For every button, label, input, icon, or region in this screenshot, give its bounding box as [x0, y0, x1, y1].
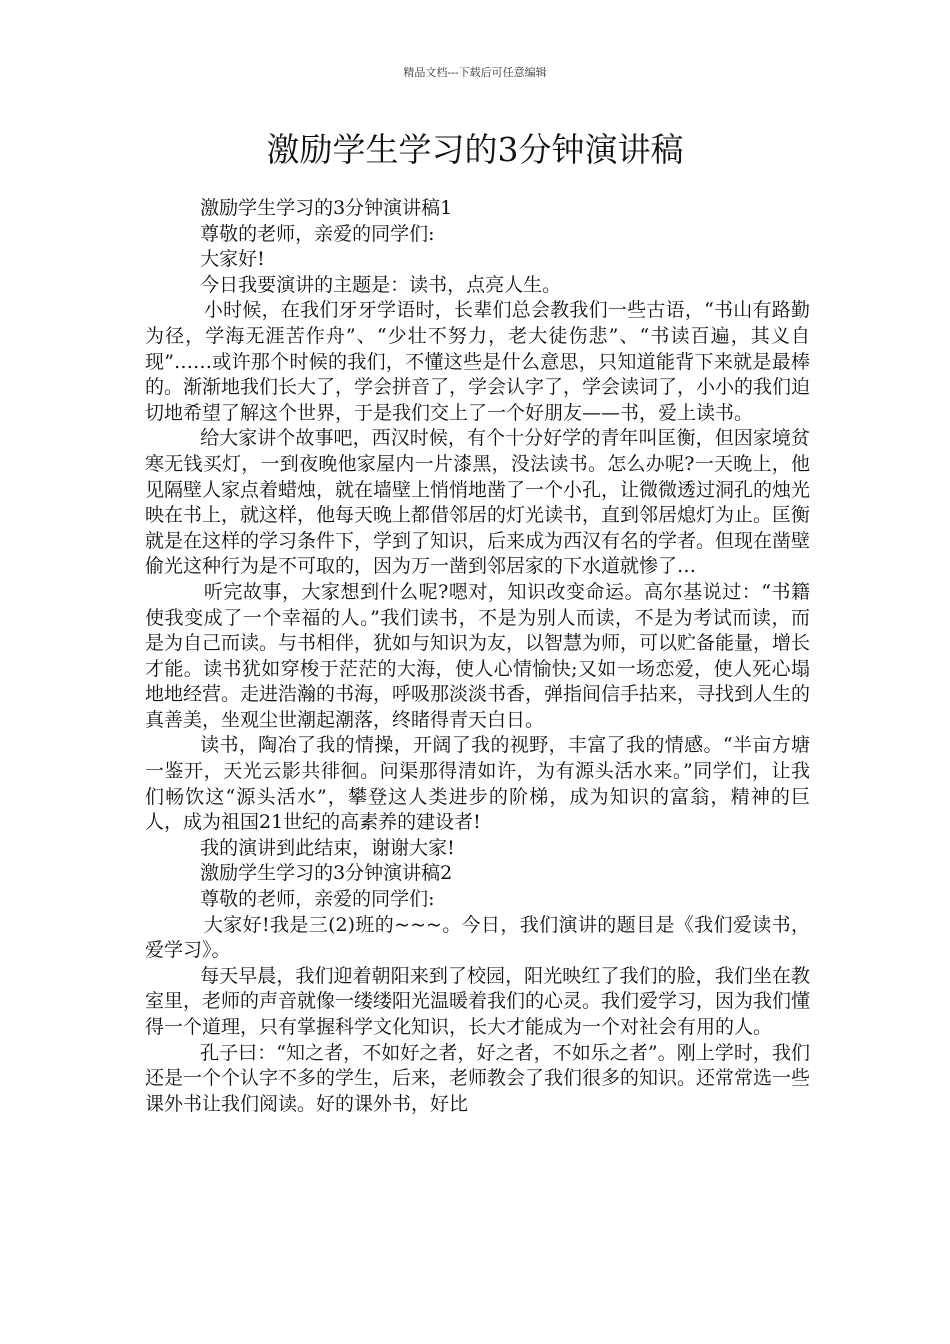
- paragraph: 每天早晨，我们迎着朝阳来到了校园，阳光映红了我们的脸，我们坐在教室里，老师的声音就像一缕缕阳光温暖着我们的心灵。我们爱学习，因为我们懂得一个道理，只有掌握科学文化知识，长大才能成为一个对社会有用的人。: [145, 964, 811, 1038]
- paragraph: 激励学生学习的3分钟演讲稿2: [200, 862, 453, 885]
- document-title: 激励学生学习的3分钟演讲稿: [266, 130, 684, 169]
- paragraph: 尊敬的老师，亲爱的同学们:: [200, 888, 435, 911]
- paragraph: 今日我要演讲的主题是：读书，点亮人生。: [200, 273, 562, 296]
- paragraph: 听完故事，大家想到什么呢?嗯对，知识改变命运。高尔基说过：“书籍使我变成了一个幸福的人。”我们读书，不是为别人而读，不是为考试而读，而是为自己而读。与书相伴，犹如与知识为友，以智慧为师，可以贮备能量，增长才能。读书犹如穿梭于茫茫的大海，使人心情愉快;又如一场恋爱，使人死心塌地地经营。走进浩瀚的书海，呼吸那淡淡书香，弹指间信手拈来，寻找到人生的真善美，坐观尘世潮起潮落，终睹得青天白日。: [145, 580, 811, 731]
- paragraph: 激励学生学习的3分钟演讲稿1: [200, 197, 453, 219]
- paragraph: 尊敬的老师，亲爱的同学们:: [200, 222, 435, 245]
- paragraph: 我的演讲到此结束，谢谢大家!: [200, 836, 455, 859]
- paragraph: 大家好!: [200, 248, 265, 271]
- document-body: [145, 196, 810, 1117]
- header-note: 精品文档---下载后可任意编辑: [403, 66, 547, 79]
- paragraph: 读书，陶冶了我的情操，开阔了我的视野，丰富了我的情感。“半亩方塘一鉴开，天光云影共徘徊。问渠那得清如许，为有源头活水来。”同学们，让我们畅饮这“源头活水”，攀登这人类进步的阶梯，成为知识的富翁，精神的巨人，成为祖国21世纪的高素养的建设者!: [145, 734, 810, 834]
- paragraph: 大家好!我是三(2)班的~~~。今日，我们演讲的题目是《我们爱读书，爱学习》。: [145, 913, 810, 962]
- paragraph: 小时候，在我们牙牙学语时，长辈们总会教我们一些古语，“书山有路勤为径，学海无涯苦作舟”、“少壮不努力，老大徒伤悲”、“书读百遍，其义自现”……或许那个时候的我们，不懂这些是什么意思，只知道能背下来就是最棒的。渐渐地我们长大了，学会拼音了，学会认字了，学会读词了，小小的我们迫切地希望了解这个世界，于是我们交上了一个好朋友——书，爱上读书。: [145, 299, 811, 424]
- paragraph: 给大家讲个故事吧，西汉时候，有个十分好学的青年叫匡衡，但因家境贫寒无钱买灯，一到夜晚他家屋内一片漆黑，没法读书。怎么办呢?一天晚上，他见隔壁人家点着蜡烛，就在墙壁上悄悄地凿了一个小孔，让微微透过洞孔的烛光映在书上，就这样，他每天晚上都借邻居的灯光读书，直到邻居熄灯为止。匡衡就是在这样的学习条件下，学到了知识，后来成为西汉有名的学者。但现在凿壁偷光这种行为是不可取的，因为万一凿到邻居家的下水道就惨了…: [145, 427, 811, 578]
- paragraph: 孔子曰：“知之者，不如好之者，好之者，不如乐之者”。刚上学时，我们还是一个个认字不多的学生，后来，老师教会了我们很多的知识。还常常选一些课外书让我们阅读。好的课外书，好比: [145, 1041, 811, 1115]
